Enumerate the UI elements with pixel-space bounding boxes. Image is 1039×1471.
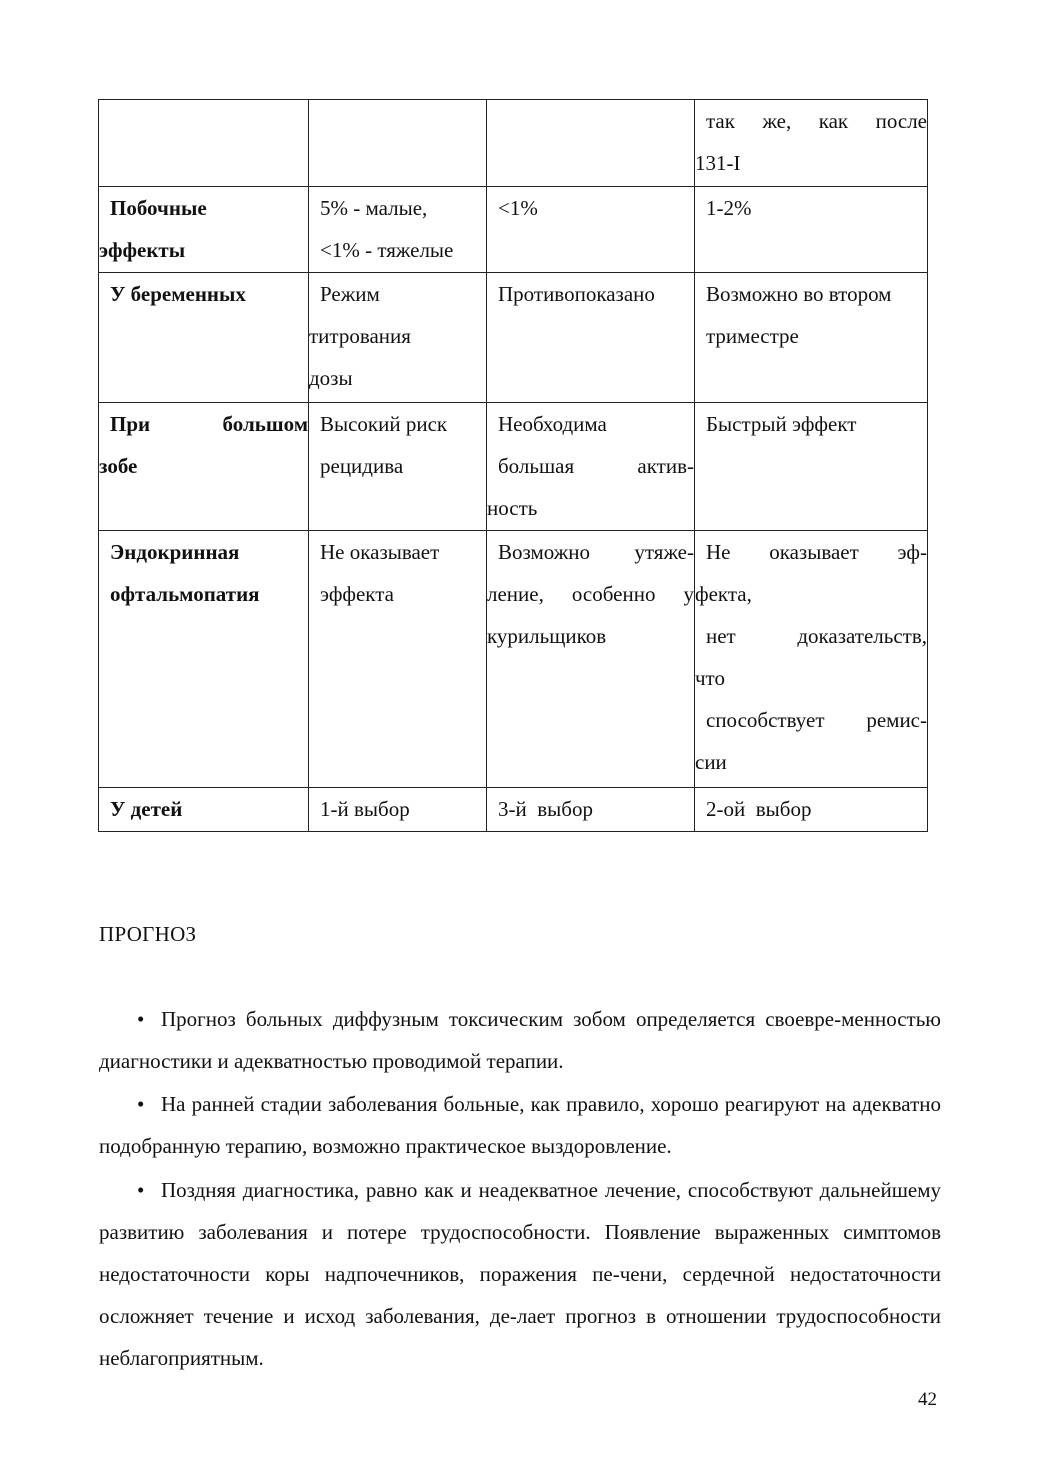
row-header-text: У детей [110,797,183,821]
table-cell-text: нет доказательств, [706,624,927,648]
table-cell-text: сии [695,750,727,774]
table-cell [487,273,695,403]
table-cell-text: Не оказывает [320,540,440,564]
section-heading: ПРОГНОЗ [99,922,197,946]
table-row [99,531,928,788]
bullet-icon: • [137,1178,145,1202]
table-cell-text: Высокий риск [320,412,448,436]
table-row [99,403,928,531]
table-cell [695,531,928,788]
row-header-text: офтальмопатия [110,582,260,606]
table-cell [487,187,695,273]
bullet-icon: • [137,1092,145,1116]
table-cell [99,403,309,531]
table-cell [309,273,487,403]
table-cell-text: фекта, [695,582,752,606]
table-cell-text: дозы [309,366,353,390]
table-cell-text: Противопоказано [498,282,655,306]
bullet-paragraph [99,1083,941,1167]
table-cell-text: <1% [498,196,538,220]
table-cell [695,788,928,832]
bullet-text: Поздняя диагностика, равно как и неадекватное лечение, способствуют дальнейшему развитию заболевания и потере трудоспособности. Появление выраженных симптомов недостаточности коры надпочечников, поражения пе-чени, сердечной недостаточности осложняет течение и исход заболевания, де-лает прогноз в отношении трудоспособности неблагоприятным. [99,1178,941,1370]
row-header-text: эффекты [99,238,186,262]
table-cell [99,187,309,273]
table-cell [487,788,695,832]
bullet-text: Прогноз больных диффузным токсическим зобом определяется своевре-менностью диагностики и адекватностью проводимой терапии. [99,1007,941,1073]
table-cell [309,100,487,187]
table-cell-text: триместре [706,324,799,348]
table-cell-text: 1-2% [706,196,752,220]
table-cell-text: 131-I [695,151,741,175]
table-cell [695,100,928,187]
table-cell-text: 3-й выбор [498,797,593,821]
table-cell-text: ность [487,496,538,520]
bullet-paragraph [99,1169,941,1379]
table-cell-text: так же, как после [706,109,927,133]
bullet-paragraph [99,998,941,1082]
table-cell [695,187,928,273]
table-row [99,788,928,832]
bullet-text: На ранней стадии заболевания больные, как правило, хорошо реагируют на адекватно подобранную терапию, возможно практическое выздоровление. [99,1092,941,1158]
row-header-text: У беременных [110,282,246,306]
table-row [99,187,928,273]
row-header-text: При большом [110,412,308,436]
table-cell-text: Необходима [498,412,607,436]
row-header-text: Побочные [110,196,207,220]
table-cell [99,788,309,832]
table-cell-text: большая актив- [498,454,694,478]
table-cell-text: 2-ой выбор [706,797,812,821]
table-cell [99,273,309,403]
table-cell-text: эффекта [320,582,394,606]
table-cell-text: Возможно во втором [706,282,892,306]
table-cell [487,100,695,187]
table-cell-text: Режим [320,282,380,306]
table-row [99,100,928,187]
table-cell [99,100,309,187]
table-cell-text: Возможно утяже- [498,540,694,564]
row-header-text: Эндокринная [110,540,240,564]
comparison-table [98,99,928,832]
table-cell-text: Не оказывает эф- [706,540,927,564]
table-row [99,273,928,403]
table-cell-text: рецидива [320,454,404,478]
table-cell [309,403,487,531]
table-cell-text: курильщиков [487,624,607,648]
table-cell-text: способствует ремис- [706,708,927,732]
table-cell [487,403,695,531]
row-header-text: зобе [99,454,138,478]
table-cell [309,788,487,832]
table-cell-text: ление, особенно у [487,582,694,606]
table-cell-text: 5% - малые, [320,196,428,220]
table-cell-text: титрования [309,324,411,348]
table-cell-text: 1-й выбор [320,797,410,821]
table-cell [695,403,928,531]
page-number: 42 [918,1389,937,1410]
table-cell [487,531,695,788]
table-cell [309,187,487,273]
table-cell-text: <1% - тяжелые [320,238,454,262]
table-cell [99,531,309,788]
table-cell-text: Быстрый эффект [706,412,857,436]
table-cell [309,531,487,788]
table-cell [695,273,928,403]
table-cell-text: что [695,666,725,690]
bullet-icon: • [137,1007,145,1031]
